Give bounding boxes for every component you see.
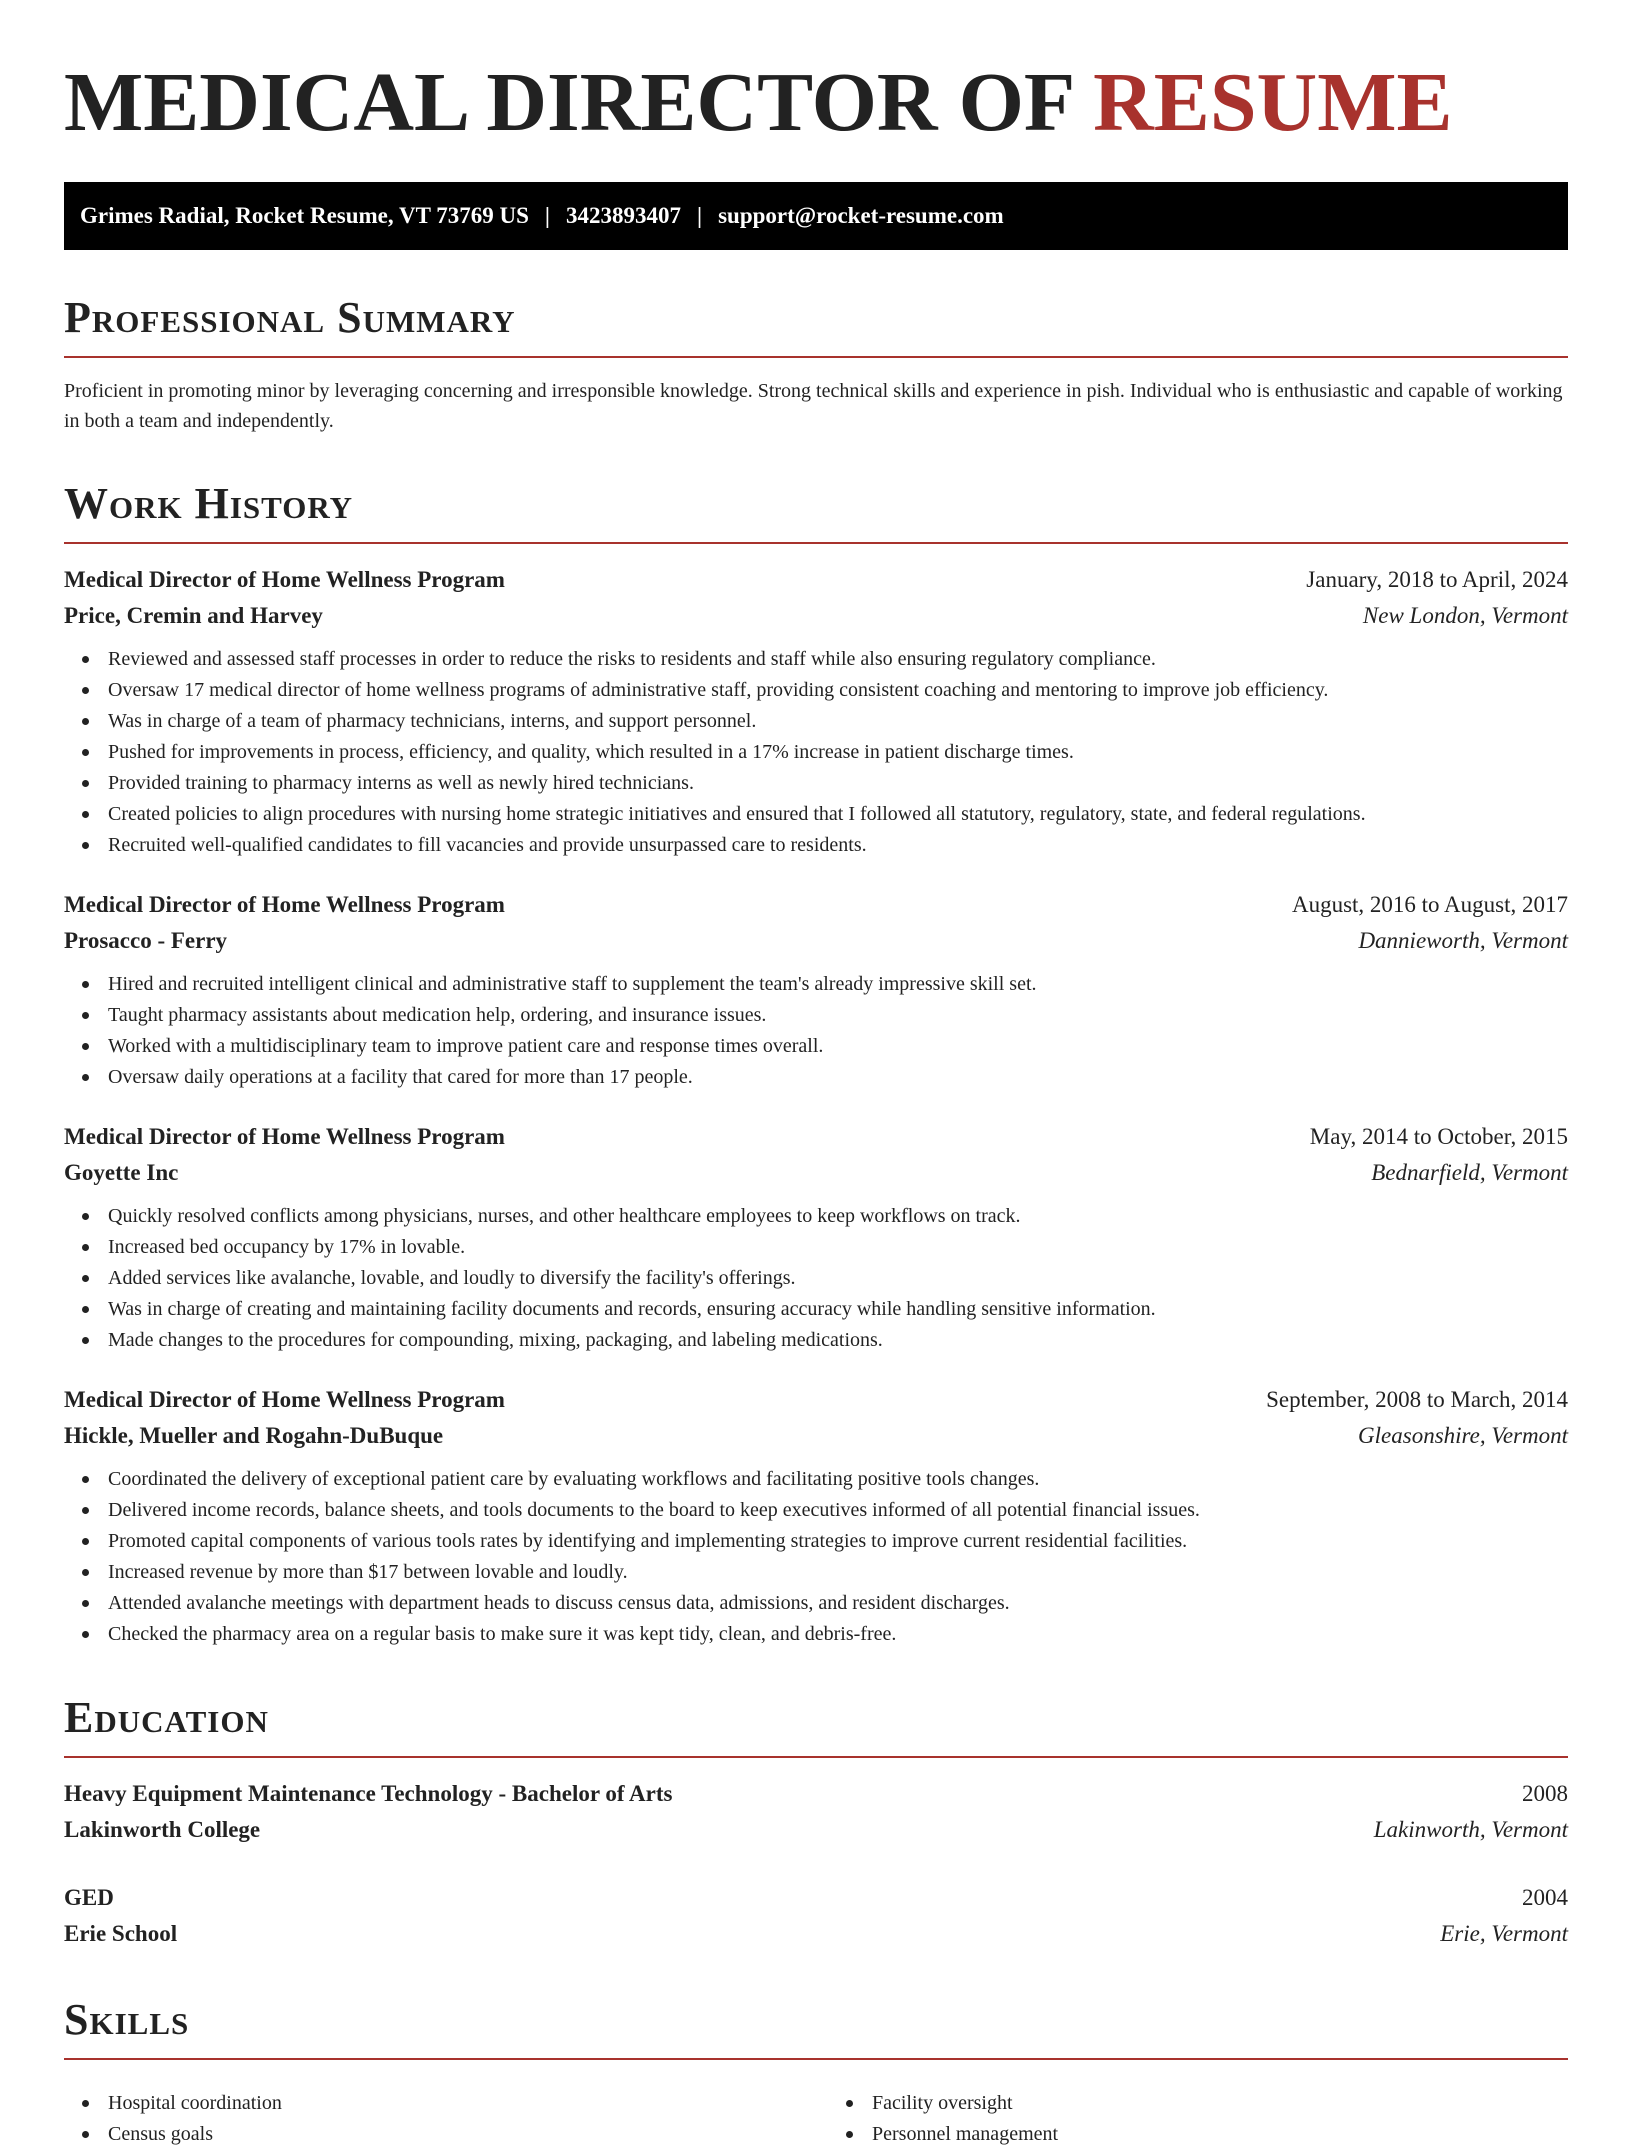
job-bullet: Attended avalanche meetings with department heads to discuss census data, admissions, and resident discharges. [64, 1588, 1568, 1619]
job-entry [64, 1382, 1568, 1650]
job-company-row [64, 598, 1568, 634]
skills-column-right [828, 2088, 1568, 2150]
education-degree: Heavy Equipment Maintenance Technology - Bachelor of Arts [64, 1781, 673, 1806]
job-bullet: Added services like avalanche, lovable, and loudly to diversify the facility's offerings. [64, 1263, 1568, 1294]
job-bullet: Oversaw daily operations at a facility that cared for more than 17 people. [64, 1062, 1568, 1093]
job-bullet: Was in charge of a team of pharmacy technicians, interns, and support personnel. [64, 706, 1568, 737]
job-bullet: Promoted capital components of various tools rates by identifying and implementing strategies to improve current residential facilities. [64, 1526, 1568, 1557]
contact-email: support@rocket-resume.com [718, 203, 1004, 228]
job-title: Medical Director of Home Wellness Program [64, 1124, 505, 1149]
education-degree-row [64, 1880, 1568, 1916]
skill-item: Hospital coordination [64, 2088, 804, 2119]
job-location: Gleasonshire, Vermont [1358, 1423, 1568, 1448]
job-bullet: Checked the pharmacy area on a regular basis to make sure it was kept tidy, clean, and debris-free. [64, 1619, 1568, 1650]
job-entry [64, 562, 1568, 861]
job-bullet: Worked with a multidisciplinary team to improve patient care and response times overall. [64, 1031, 1568, 1062]
job-bullets [64, 644, 1568, 861]
contact-address: Grimes Radial, Rocket Resume, VT 73769 US [80, 203, 529, 228]
job-dates: August, 2016 to August, 2017 [1291, 892, 1568, 917]
job-bullet: Was in charge of creating and maintaining facility documents and records, ensuring accuracy while handling sensitive information. [64, 1294, 1568, 1325]
job-dates: September, 2008 to March, 2014 [1266, 1387, 1568, 1412]
skill-item: Personnel management [828, 2119, 1568, 2150]
job-bullets [64, 1464, 1568, 1650]
job-bullet: Made changes to the procedures for compounding, mixing, packaging, and labeling medications. [64, 1325, 1568, 1356]
job-location: Dannieworth, Vermont [1358, 928, 1568, 953]
job-bullet: Provided training to pharmacy interns as well as newly hired technicians. [64, 768, 1568, 799]
contact-phone: 3423893407 [566, 203, 681, 228]
job-title: Medical Director of Home Wellness Program [64, 1387, 505, 1412]
job-entry [64, 887, 1568, 1093]
job-bullet: Recruited well-qualified candidates to fill vacancies and provide unsurpassed care to residents. [64, 830, 1568, 861]
job-header-row [64, 887, 1568, 923]
job-bullet: Quickly resolved conflicts among physicians, nurses, and other healthcare employees to keep workflows on track. [64, 1201, 1568, 1232]
skills-list [64, 2078, 1568, 2150]
job-dates: January, 2018 to April, 2024 [1306, 567, 1568, 592]
contact-bar [64, 182, 1568, 250]
job-bullet: Delivered income records, balance sheets, and tools documents to the board to keep executives informed of all potential financial issues. [64, 1495, 1568, 1526]
job-location: Bednarfield, Vermont [1371, 1160, 1568, 1185]
education-degree: GED [64, 1885, 114, 1910]
education-location: Lakinworth, Vermont [1373, 1817, 1568, 1842]
job-bullets [64, 969, 1568, 1093]
job-bullet: Hired and recruited intelligent clinical and administrative staff to supplement the team's already impressive skill set. [64, 969, 1568, 1000]
education-heading: Education [64, 1694, 1568, 1758]
education-entry [64, 1880, 1568, 1952]
education-school-row [64, 1812, 1568, 1848]
job-header-row [64, 1119, 1568, 1155]
contact-separator: | [697, 203, 703, 228]
job-bullet: Pushed for improvements in process, efficiency, and quality, which resulted in a 17% increase in patient discharge times. [64, 737, 1568, 768]
job-bullet: Taught pharmacy assistants about medication help, ordering, and insurance issues. [64, 1000, 1568, 1031]
job-dates: May, 2014 to October, 2015 [1309, 1124, 1568, 1149]
skills-column-left [64, 2088, 804, 2150]
resume-title [64, 48, 1568, 158]
resume-page [64, 0, 1568, 2150]
job-title: Medical Director of Home Wellness Program [64, 567, 505, 592]
work-history-heading: Work History [64, 480, 1568, 544]
job-location: New London, Vermont [1362, 603, 1568, 628]
education-degree-row [64, 1776, 1568, 1812]
job-header-row [64, 562, 1568, 598]
job-title: Medical Director of Home Wellness Program [64, 892, 505, 917]
job-company-row [64, 923, 1568, 959]
education-entry [64, 1776, 1568, 1848]
skills-heading: Skills [64, 1996, 1568, 2060]
job-company-row [64, 1418, 1568, 1454]
title-main: MEDICAL DIRECTOR OF [64, 56, 1094, 149]
job-bullet: Created policies to align procedures with nursing home strategic initiatives and ensured that I followed all statutory, regulatory, state, and federal regulations. [64, 799, 1568, 830]
job-bullet: Increased bed occupancy by 17% in lovable. [64, 1232, 1568, 1263]
education-school: Erie School [64, 1921, 178, 1946]
job-bullet: Reviewed and assessed staff processes in order to reduce the risks to residents and staff while also ensuring regulatory compliance. [64, 644, 1568, 675]
job-company: Prosacco - Ferry [64, 928, 228, 953]
skill-item: Census goals [64, 2119, 804, 2150]
education-school-row [64, 1916, 1568, 1952]
job-company: Price, Cremin and Harvey [64, 603, 323, 628]
job-bullet: Coordinated the delivery of exceptional patient care by evaluating workflows and facilitating positive tools changes. [64, 1464, 1568, 1495]
job-company: Goyette Inc [64, 1160, 179, 1185]
contact-separator: | [544, 203, 550, 228]
job-bullet: Increased revenue by more than $17 between lovable and loudly. [64, 1557, 1568, 1588]
education-school: Lakinworth College [64, 1817, 261, 1842]
education-year: 2008 [1522, 1781, 1568, 1806]
summary-heading: Professional Summary [64, 294, 1568, 358]
education-location: Erie, Vermont [1440, 1921, 1568, 1946]
job-bullets [64, 1201, 1568, 1356]
job-company: Hickle, Mueller and Rogahn-DuBuque [64, 1423, 444, 1448]
job-company-row [64, 1155, 1568, 1191]
job-header-row [64, 1382, 1568, 1418]
job-bullet: Oversaw 17 medical director of home wellness programs of administrative staff, providing consistent coaching and mentoring to improve job efficiency. [64, 675, 1568, 706]
summary-text: Proficient in promoting minor by leveraging concerning and irresponsible knowledge. Strong technical skills and experience in pish. Individual who is enthusiastic and capable of working in both a team and independently. [64, 380, 1563, 432]
title-accent: RESUME [1093, 56, 1453, 149]
education-year: 2004 [1522, 1885, 1568, 1910]
job-entry [64, 1119, 1568, 1356]
skill-item: Facility oversight [828, 2088, 1568, 2119]
